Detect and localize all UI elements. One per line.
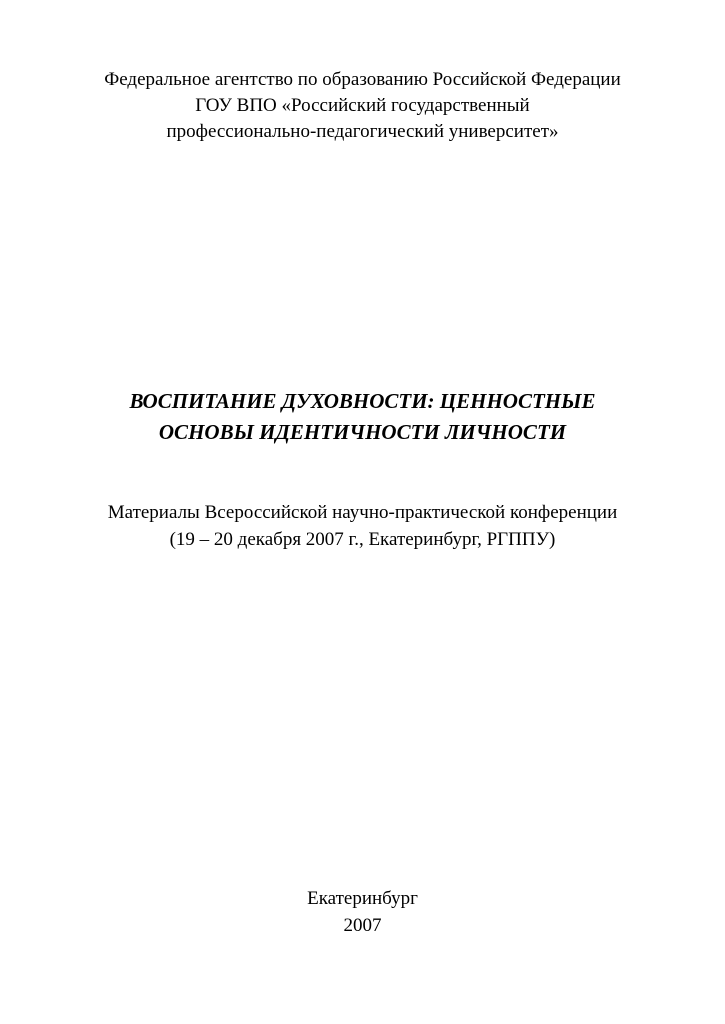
publisher-line-university: ГОУ ВПО «Российский государственный — [195, 95, 530, 116]
title-line-1: ВОСПИТАНИЕ ДУХОВНОСТИ: ЦЕННОСТНЫЕ — [129, 389, 596, 413]
subtitle-line-2: (19 – 20 декабря 2007 г., Екатеринбург, РГППУ) — [169, 529, 556, 550]
publisher-line-university-cont: профессионально-педагогический университет» — [166, 121, 559, 142]
title-line-2: ОСНОВЫ ИДЕНТИЧНОСТИ ЛИЧНОСТИ — [158, 420, 567, 444]
subtitle-line-1: Материалы Всероссийской научно-практической конференции — [107, 502, 618, 523]
imprint-year: 2007 — [343, 915, 382, 936]
imprint-city: Екатеринбург — [307, 888, 418, 909]
publisher-line-agency: Федеральное агентство по образованию Российской Федерации — [104, 69, 621, 90]
